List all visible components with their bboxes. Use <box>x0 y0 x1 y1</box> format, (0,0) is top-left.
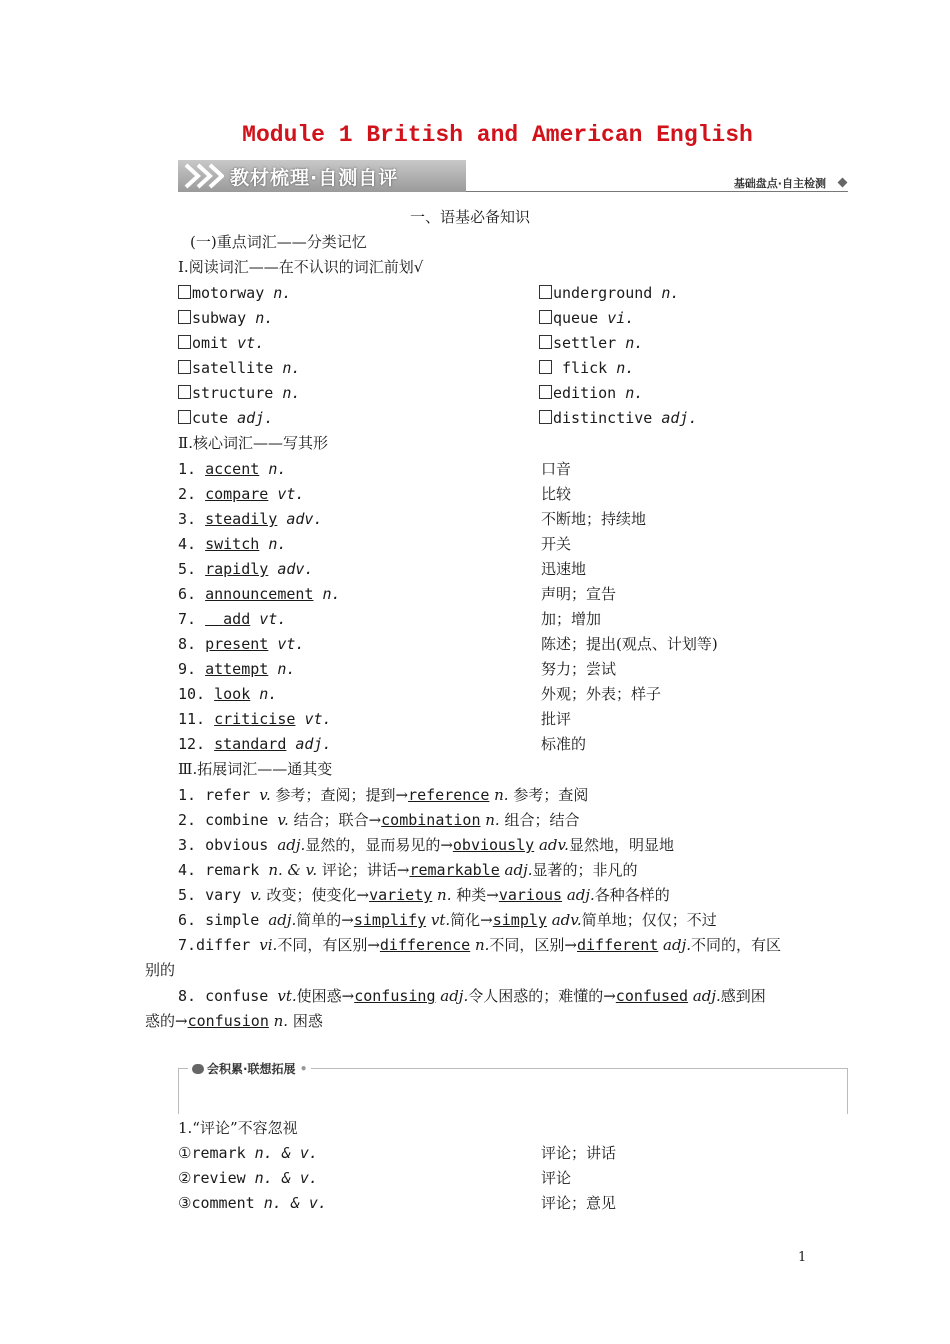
meaning: 评论；讲话 <box>541 1144 617 1162</box>
list-item: distinctive adj. <box>539 408 698 428</box>
page-title: Module 1 British and American English <box>242 122 753 148</box>
sub-heading: (一)重点词汇——分类记忆 <box>190 233 367 251</box>
checkbox-icon[interactable] <box>178 310 191 324</box>
list-item: ②review n. & v. <box>178 1169 318 1187</box>
answer: accent <box>205 460 260 478</box>
answer: compare <box>205 485 269 503</box>
list-item: omit vt. <box>178 333 264 353</box>
checkbox-icon[interactable] <box>539 385 552 399</box>
checkbox-icon[interactable] <box>539 410 552 424</box>
divider <box>847 1068 848 1114</box>
meaning: 迅速地 <box>541 560 587 578</box>
chevron-arrows-icon <box>184 163 224 189</box>
answer: rapidly <box>205 560 269 578</box>
meaning: 外观；外表；样子 <box>541 685 662 703</box>
checkbox-icon[interactable] <box>178 385 191 399</box>
list-item: 10. look n. <box>178 685 278 703</box>
answer: look <box>214 685 251 703</box>
meaning: 评论；意见 <box>541 1194 617 1212</box>
answer: remarkable <box>409 861 500 879</box>
answer: present <box>205 635 269 653</box>
list-item: structure n. <box>178 383 300 403</box>
meaning: 加；增加 <box>541 610 602 628</box>
answer: add <box>223 610 251 628</box>
checkbox-icon[interactable] <box>178 360 191 374</box>
divider <box>178 1068 179 1114</box>
list-item: 1. accent n. <box>178 460 287 478</box>
answer: switch <box>205 535 260 553</box>
accumulate-heading: 1.“评论”不容忽视 <box>178 1119 298 1137</box>
answer: different <box>577 936 659 954</box>
book-icon <box>192 1064 204 1074</box>
meaning: 努力；尝试 <box>541 660 617 678</box>
list-item: 7.differ vi.不同，有区别→difference n.不同，区别→different adj.不同的，有区 <box>178 936 782 954</box>
list-item: 5. rapidly adv. <box>178 560 314 578</box>
list-item: queue vi. <box>539 308 634 328</box>
meaning: 开关 <box>541 535 572 553</box>
list-item: 5. vary v. 改变；使变化→variety n. 种类→various adj.各种各样的 <box>178 886 670 904</box>
diamond-icon <box>838 178 848 188</box>
list-item: 3. steadily adv. <box>178 510 323 528</box>
section-banner <box>178 160 848 194</box>
list-item: 2. compare vt. <box>178 485 305 503</box>
list-item: 12. standard adj. <box>178 735 332 753</box>
answer: combination <box>381 811 481 829</box>
answer: confusing <box>354 987 436 1005</box>
list-item: 6. simple adj.简单的→simplify vt.简化→simply adv.简单地；仅仅；不过 <box>178 911 717 929</box>
list-item: cute adj. <box>178 408 273 428</box>
checkbox-icon[interactable] <box>539 335 552 349</box>
answer: difference <box>379 936 471 954</box>
page-number: 1 <box>798 1250 807 1265</box>
answer: various <box>498 886 563 904</box>
list-item: subway n. <box>178 308 273 328</box>
list-item: underground n. <box>539 283 679 303</box>
answer: standard <box>214 735 287 753</box>
list-item: motorway n. <box>178 283 291 303</box>
answer: confused <box>615 987 689 1005</box>
list-item: ③comment n. & v. <box>178 1194 327 1212</box>
list-item: 2. combine v. 结合；联合→combination n. 组合；结合 <box>178 811 580 829</box>
checkbox-icon[interactable] <box>178 285 191 299</box>
answer: simply <box>492 911 547 929</box>
list-item: flick n. <box>539 358 634 378</box>
banner-rule <box>466 191 848 192</box>
part3-heading: Ⅲ.拓展词汇——通其变 <box>178 760 333 778</box>
meaning: 评论 <box>541 1169 572 1187</box>
list-item: ①remark n. & v. <box>178 1144 318 1162</box>
section-heading: 一、语基必备知识 <box>410 208 531 226</box>
list-item: 4. remark n. & v. 评论；讲话→remarkable adj.显著的；非凡的 <box>178 861 638 879</box>
meaning: 不断地；持续地 <box>541 510 647 528</box>
part2-heading: Ⅱ.核心词汇——写其形 <box>178 434 328 452</box>
answer: announcement <box>205 585 314 603</box>
list-item: 7. add vt. <box>178 610 287 628</box>
list-item: satellite n. <box>178 358 300 378</box>
answer: obviously <box>452 836 535 854</box>
list-item-continued: 别的 <box>145 961 176 979</box>
list-item: 9. attempt n. <box>178 660 296 678</box>
part1-heading: Ⅰ.阅读词汇——在不认识的词汇前划√ <box>178 258 424 276</box>
meaning: 比较 <box>541 485 572 503</box>
meaning: 批评 <box>541 710 572 728</box>
banner-left-text: 教材梳理·自测自评 <box>230 167 399 189</box>
meaning: 口音 <box>541 460 572 478</box>
list-item: 4. switch n. <box>178 535 287 553</box>
banner-background <box>178 160 466 192</box>
list-item: 1. refer v. 参考；查阅；提到→reference n. 参考；查阅 <box>178 786 589 804</box>
accumulate-box <box>178 1062 848 1112</box>
checkbox-icon[interactable] <box>539 285 552 299</box>
list-item: edition n. <box>539 383 643 403</box>
checkbox-icon[interactable] <box>178 410 191 424</box>
answer: reference <box>408 786 490 804</box>
banner-right-text: 基础盘点·自主检测 <box>733 177 826 190</box>
accumulate-label: 会积累·联想拓展 • <box>188 1060 311 1077</box>
list-item: settler n. <box>539 333 643 353</box>
meaning: 声明；宣告 <box>541 585 617 603</box>
answer: confusion <box>187 1012 269 1030</box>
list-item: 11. criticise vt. <box>178 710 332 728</box>
checkbox-icon[interactable] <box>539 360 552 374</box>
answer: attempt <box>205 660 269 678</box>
answer: variety <box>369 886 433 904</box>
list-item-continued: 惑的→confusion n. 困惑 <box>145 1012 323 1030</box>
meaning: 标准的 <box>541 735 587 753</box>
answer: criticise <box>214 710 296 728</box>
checkbox-icon[interactable] <box>178 335 191 349</box>
answer: simplify <box>353 911 427 929</box>
answer: steadily <box>205 510 278 528</box>
list-item: 8. confuse vt.使困惑→confusing adj.令人困惑的；难懂的→confused adj.感到困 <box>178 987 766 1005</box>
list-item: 3. obvious adj.显然的，显而易见的→obviously adv.显然地，明显地 <box>178 836 674 854</box>
list-item: 6. announcement n. <box>178 585 341 603</box>
checkbox-icon[interactable] <box>539 310 552 324</box>
meaning: 陈述；提出(观点、计划等) <box>541 635 718 653</box>
list-item: 8. present vt. <box>178 635 305 653</box>
